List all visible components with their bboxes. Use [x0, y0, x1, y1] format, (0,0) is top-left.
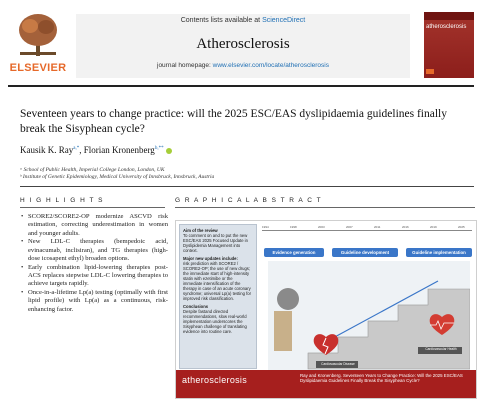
review-summary-box — [179, 224, 257, 369]
author-name[interactable]: Florian Kronenberg — [83, 145, 155, 155]
elsevier-tree-icon — [16, 12, 60, 58]
affiliation: ᵃ School of Public Health, Imperial College London, London, UK — [20, 167, 165, 173]
timeline-year: 2019 — [430, 225, 437, 229]
sciencedirect-link[interactable]: ScienceDirect — [262, 17, 306, 24]
article-title: Seventeen years to change practice: will the 2025 ESC/EAS dyslipidaemia guidelines finally break the Sisyphean cycle? — [20, 108, 447, 135]
timeline-year: 1994 — [262, 225, 269, 229]
timeline-year: 2011 — [374, 225, 381, 229]
timeline-year: 2016 — [402, 225, 409, 229]
orcid-icon[interactable] — [166, 148, 172, 154]
homepage-line — [76, 62, 410, 69]
citation-text: Ray and Kronenberg. Seventeen Years to Change Practice: Will the 2025 ESC/EAS Dyslipidaemia Guidelines Finally Break the Sisyphean Cycle? — [300, 373, 463, 384]
graphical-abstract-divider — [175, 207, 475, 208]
conclusions-text: Despite fastand directed recommendations, slow real-world implementation underscores the Sisyphean challenge of translating evidence into routine care. — [183, 309, 247, 334]
cover-title: atherosclerosis — [426, 24, 467, 30]
updates-heading: Major new updates include: — [183, 256, 238, 261]
journal-name: Atherosclerosis — [196, 36, 290, 52]
cover-mark — [426, 69, 434, 74]
homepage-link[interactable]: www.elsevier.com/locate/atherosclerosis — [212, 62, 329, 69]
graphical-abstract-image — [175, 220, 477, 399]
contents-line — [76, 17, 410, 24]
timeline-line — [262, 230, 472, 231]
pill-guideline-implementation: Guideline implementation — [406, 248, 472, 257]
homepage-prefix: journal homepage: — [157, 62, 213, 69]
sisyphus-stairs-illustration — [268, 261, 470, 371]
disease-label: Cardiovascular Disease — [321, 362, 355, 366]
highlight-item: • New LDL-C therapies (bempedoic acid, evinacumab, inclisiran), and TG therapies (high-dose icosapent ethyl) broaden options. — [20, 238, 168, 263]
aim-heading: Aim of the review — [183, 228, 218, 233]
publisher-name: ELSEVIER — [9, 62, 67, 74]
timeline-year: 2007 — [346, 225, 353, 229]
journal-cover — [424, 12, 474, 78]
elsevier-logo — [8, 12, 68, 78]
author-affiliation-marker: a,* — [73, 146, 80, 151]
timeline-year: 2025 — [458, 225, 465, 229]
journal-brand-text: atherosclerosis — [182, 375, 248, 385]
affiliation: ᵇ Institute of Genetic Epidemiology, Medical University of Innsbruck, Innsbruck, Austria — [20, 174, 215, 180]
aim-text: To comment on and to put the new ESC/EAS 2025 Focused Update in Dyslipidemia Management into context. — [183, 233, 248, 253]
timeline-year: 2003 — [318, 225, 325, 229]
highlights-divider — [20, 207, 165, 208]
author-line: Kausik K. Ray$^{a,*}$, Florian Kronenberg$^{b,**}$ — [20, 145, 172, 155]
health-label: Cardiovascular Health — [425, 347, 457, 351]
pill-guideline-development: Guideline development — [332, 248, 398, 257]
journal-header — [76, 14, 410, 78]
header-divider — [8, 85, 474, 87]
highlights-heading: H I G H L I G H T S — [20, 197, 105, 204]
cover-band — [424, 12, 474, 20]
graphical-abstract-heading: G R A P H I C A L A B S T R A C T — [175, 197, 323, 204]
highlight-item: • SCORE2/SCORE2-OP modernize ASCVD risk estimation, correcting underestimation in women and younger adults. — [20, 213, 168, 238]
pill-evidence-generation: Evidence generation — [264, 248, 324, 257]
highlights-list — [20, 213, 168, 315]
author-affiliation-marker: b,** — [154, 146, 164, 151]
highlight-item: • Once-in-a-lifetime Lp(a) testing (optimally with first lipid profile) with Lp(a) as a continuous, risk-enhancing factor. — [20, 289, 168, 314]
guideline-timeline — [262, 225, 472, 235]
conclusions-heading: Conclusions — [183, 304, 209, 309]
section-divider — [20, 186, 474, 187]
timeline-year: 1998 — [290, 225, 297, 229]
highlight-item: • Early combination lipid-lowering therapies post-ACS replaces stepwise LDL-C lowering therapies to achieve targets rapidly. — [20, 264, 168, 289]
journal-brand-bar — [176, 370, 476, 398]
contents-prefix: Contents lists available at — [180, 17, 263, 24]
author-name[interactable]: Kausik K. Ray — [20, 145, 74, 155]
updates-text: risk prediction with SCORE2 / SCORE2-OP; the use of new drugs; the immediate start of high-intensity statin with ezetimibe or the immediate intensification of the therapy in case of an acute coronary syndrome; universal Lp(a) testing for improved risk classification. — [183, 261, 251, 301]
